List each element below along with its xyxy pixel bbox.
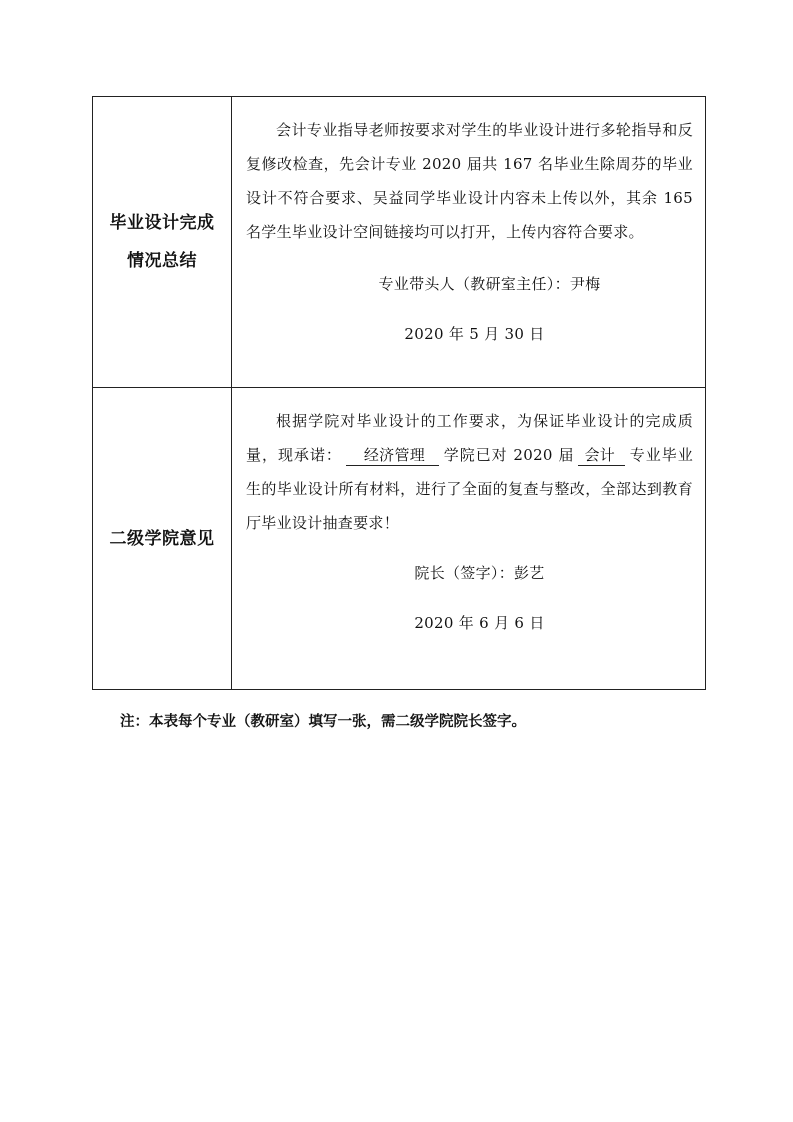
- summary-label: [110, 204, 215, 280]
- opinion-label-cell: [93, 388, 232, 689]
- summary-content-cell: [232, 97, 705, 387]
- opinion-signer: 院长（签字）：彭艺: [414, 564, 545, 582]
- opinion-row: [93, 388, 705, 689]
- form-footnote: 注：本表每个专业（教研室）填写一张，需二级学院院长签字。: [120, 714, 526, 730]
- major-name-fill: 会计: [578, 445, 625, 466]
- opinion-date: 2020 年 6 月 6 日: [414, 614, 545, 632]
- opinion-content-cell: [232, 388, 705, 689]
- opinion-text-part3: 专业毕业生的毕业设计所有材料，进行了全面的复查与整改，全部达到教育厅毕业设计抽查要求！: [246, 446, 693, 532]
- summary-paragraph: 会计专业指导老师按要求对学生的毕业设计进行多轮指导和反复修改检查，先会计专业 2020 届共 167 名毕业生除周芬的毕业设计不符合要求、吴益同学毕业设计内容未上传以外，其余 165 名学生毕业设计空间链接均可以打开，上传内容符合要求。: [246, 121, 693, 241]
- opinion-text-part2: 学院已对 2020 届: [443, 446, 575, 464]
- summary-label-line2: 情况总结: [127, 251, 197, 271]
- college-name-fill: 经济管理: [346, 445, 439, 466]
- summary-date: 2020 年 5 月 30 日: [404, 325, 545, 343]
- opinion-paragraph: [246, 404, 693, 540]
- summary-label-cell: [93, 97, 232, 387]
- evaluation-form-table: [92, 96, 706, 690]
- summary-signer: 专业带头人（教研室主任）：尹梅: [378, 275, 601, 293]
- summary-label-line1: 毕业设计完成: [109, 213, 215, 233]
- opinion-label: 二级学院意见: [109, 528, 215, 549]
- opinion-text-part1: 根据学院对毕业设计的工作要求，为保证毕业设计的完成质量，现承诺：: [246, 412, 693, 464]
- summary-row: [93, 97, 705, 388]
